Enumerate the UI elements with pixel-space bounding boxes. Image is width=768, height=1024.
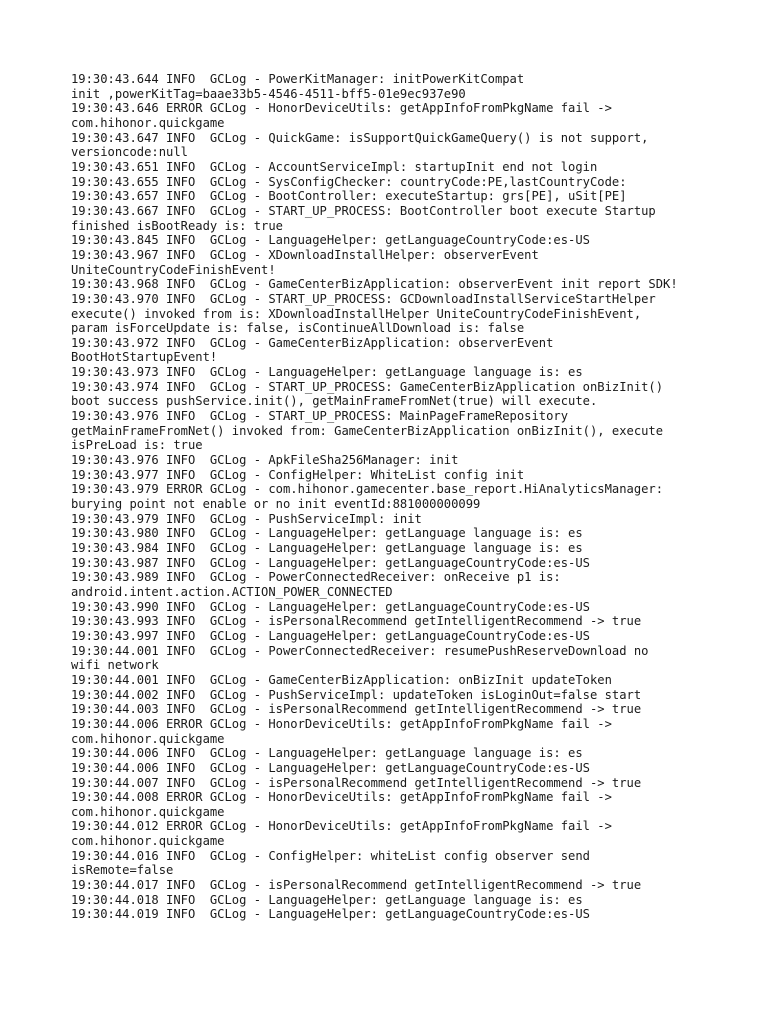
log-line: 19:30:43.970 INFO GCLog - START_UP_PROCESS: GCDownloadInstallServiceStartHelper: [71, 291, 656, 306]
log-line: 19:30:44.017 INFO GCLog - isPersonalRecommend getIntelligentRecommend -> true: [71, 878, 642, 893]
log-line: wifi network: [71, 658, 159, 673]
log-line: 19:30:43.845 INFO GCLog - LanguageHelper: getLanguageCountryCode:es-US: [71, 233, 590, 248]
log-line: 19:30:43.655 INFO GCLog - SysConfigChecker: countryCode:PE,lastCountryCode:: [71, 174, 627, 189]
log-line: 19:30:43.967 INFO GCLog - XDownloadInstallHelper: observerEvent: [71, 247, 539, 262]
log-line: 19:30:43.651 INFO GCLog - AccountServiceImpl: startupInit end not login: [71, 159, 598, 174]
log-line: 19:30:44.008 ERROR GCLog - HonorDeviceUtils: getAppInfoFromPkgName fail ->: [71, 790, 612, 805]
log-line: 19:30:44.003 INFO GCLog - isPersonalRecommend getIntelligentRecommend -> true: [71, 702, 642, 717]
log-line: 19:30:43.657 INFO GCLog - BootController: executeStartup: grs[PE], uSit[PE]: [71, 189, 627, 204]
log-line: param isForceUpdate is: false, isContinueAllDownload is: false: [71, 321, 525, 336]
log-line: isPreLoad is: true: [71, 438, 203, 453]
log-line: com.hihonor.quickgame: [71, 115, 225, 130]
log-line: 19:30:43.974 INFO GCLog - START_UP_PROCESS: GameCenterBizApplication onBizInit(): [71, 379, 664, 394]
log-line: 19:30:44.019 INFO GCLog - LanguageHelper: getLanguageCountryCode:es-US: [71, 907, 590, 922]
log-line: 19:30:43.972 INFO GCLog - GameCenterBizApplication: observerEvent: [71, 335, 554, 350]
log-line: 19:30:43.976 INFO GCLog - START_UP_PROCESS: MainPageFrameRepository: [71, 409, 569, 424]
log-line: 19:30:44.002 INFO GCLog - PushServiceImpl: updateToken isLoginOut=false start: [71, 687, 642, 702]
log-line: 19:30:43.646 ERROR GCLog - HonorDeviceUtils: getAppInfoFromPkgName fail ->: [71, 101, 612, 116]
log-line: com.hihonor.quickgame: [71, 804, 225, 819]
log-line: 19:30:44.001 INFO GCLog - GameCenterBizApplication: onBizInit updateToken: [71, 672, 612, 687]
log-line: 19:30:44.007 INFO GCLog - isPersonalRecommend getIntelligentRecommend -> true: [71, 775, 642, 790]
log-line: 19:30:43.993 INFO GCLog - isPersonalRecommend getIntelligentRecommend -> true: [71, 614, 642, 629]
log-line: 19:30:44.006 INFO GCLog - LanguageHelper: getLanguageCountryCode:es-US: [71, 760, 590, 775]
log-line: 19:30:43.984 INFO GCLog - LanguageHelper: getLanguage language is: es: [71, 541, 583, 555]
log-line: 19:30:43.647 INFO GCLog - QuickGame: isSupportQuickGameQuery() is not support,: [71, 130, 649, 145]
log-text-block: [71, 72, 711, 922]
log-line: isRemote=false: [71, 863, 174, 878]
log-line: getMainFrameFromNet() invoked from: GameCenterBizApplication onBizInit(), execute: [71, 423, 664, 438]
log-line: 19:30:43.987 INFO GCLog - LanguageHelper: getLanguageCountryCode:es-US: [71, 555, 590, 570]
document-page: [71, 72, 711, 922]
log-line: BootHotStartupEvent!: [71, 350, 218, 365]
log-line: 19:30:44.006 INFO GCLog - LanguageHelper: getLanguage language is: es: [71, 746, 583, 761]
log-line: 19:30:43.644 INFO GCLog - PowerKitManager: initPowerKitCompat: [71, 72, 525, 86]
log-line: 19:30:43.989 INFO GCLog - PowerConnectedReceiver: onReceive p1 is:: [71, 570, 561, 585]
log-line: 19:30:44.018 INFO GCLog - LanguageHelper: getLanguage language is: es: [71, 892, 583, 907]
log-line: 19:30:43.968 INFO GCLog - GameCenterBizApplication: observerEvent init report SDK!: [71, 277, 678, 292]
log-line: android.intent.action.ACTION_POWER_CONNECTED: [71, 584, 393, 599]
log-line: init ,powerKitTag=baae33b5-4546-4511-bff5-01e9ec937e90: [71, 86, 466, 101]
log-line: 19:30:43.979 ERROR GCLog - com.hihonor.gamecenter.base_report.HiAnalyticsManager:: [71, 482, 664, 497]
log-line: 19:30:43.980 INFO GCLog - LanguageHelper: getLanguage language is: es: [71, 526, 583, 541]
log-line: 19:30:43.667 INFO GCLog - START_UP_PROCESS: BootController boot execute Startup: [71, 203, 656, 218]
log-line: 19:30:44.006 ERROR GCLog - HonorDeviceUtils: getAppInfoFromPkgName fail ->: [71, 716, 612, 731]
log-line: finished isBootReady is: true: [71, 218, 283, 233]
log-line: 19:30:43.973 INFO GCLog - LanguageHelper: getLanguage language is: es: [71, 365, 583, 380]
log-line: com.hihonor.quickgame: [71, 731, 225, 746]
log-line: 19:30:43.976 INFO GCLog - ApkFileSha256Manager: init: [71, 453, 459, 468]
log-line: versioncode:null: [71, 145, 188, 160]
log-line: 19:30:44.012 ERROR GCLog - HonorDeviceUtils: getAppInfoFromPkgName fail ->: [71, 819, 612, 834]
log-line: boot success pushService.init(), getMainFrameFromNet(true) will execute.: [71, 394, 598, 409]
log-line: 19:30:44.016 INFO GCLog - ConfigHelper: whiteList config observer send: [71, 848, 590, 863]
log-line: com.hihonor.quickgame: [71, 834, 225, 849]
log-line: 19:30:43.990 INFO GCLog - LanguageHelper: getLanguageCountryCode:es-US: [71, 599, 590, 614]
log-line: burying point not enable or no init eventId:881000000099: [71, 497, 481, 512]
log-line: 19:30:43.997 INFO GCLog - LanguageHelper: getLanguageCountryCode:es-US: [71, 628, 590, 643]
log-line: UniteCountryCodeFinishEvent!: [71, 262, 276, 277]
log-line: 19:30:43.979 INFO GCLog - PushServiceImpl: init: [71, 511, 422, 526]
log-line: execute() invoked from is: XDownloadInstallHelper UniteCountryCodeFinishEvent,: [71, 306, 642, 321]
log-line: 19:30:44.001 INFO GCLog - PowerConnectedReceiver: resumePushReserveDownload no: [71, 643, 649, 658]
log-line: 19:30:43.977 INFO GCLog - ConfigHelper: WhiteList config init: [71, 467, 525, 482]
